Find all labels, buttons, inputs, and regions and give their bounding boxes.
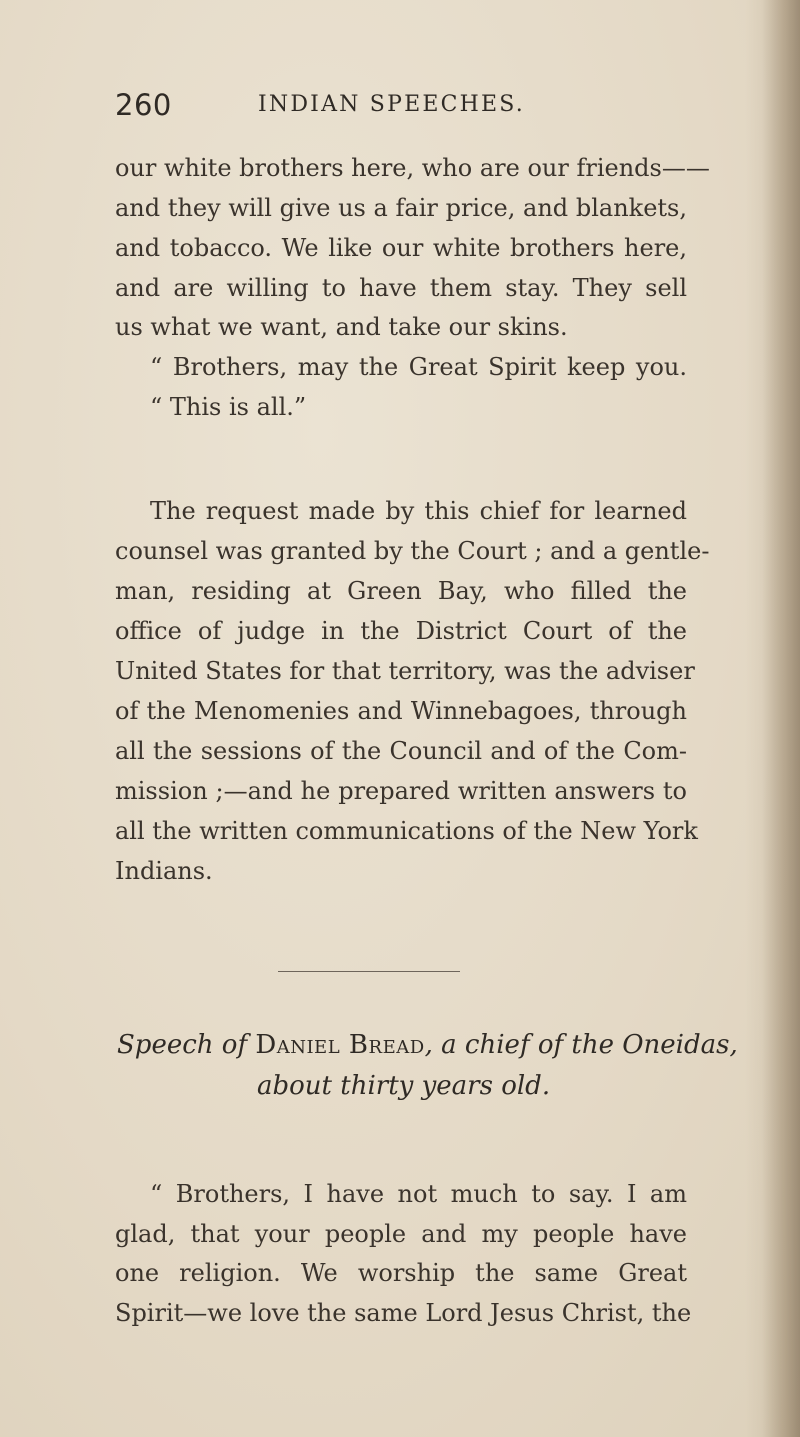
para1-line-1: our white brothers here, who are our friends—— [115, 154, 710, 182]
para2-line-2: counsel was granted by the Court ; and a gentle- [115, 537, 710, 565]
para3-line-2: glad, that your people and my people have [115, 1220, 687, 1248]
page-number: 260 [115, 88, 172, 122]
para2-line-1: The request made by this chief for learned [150, 497, 687, 525]
para2-line-5: United States for that territory, was the adviser [115, 657, 695, 685]
para1-line-2: and they will give us a fair price, and blankets, [115, 194, 687, 222]
para1-line-7: “ This is all.” [150, 393, 307, 421]
page-edge-shadow [762, 0, 800, 1437]
para1-line-5: us what we want, and take our skins. [115, 313, 568, 341]
running-head: INDIAN SPEECHES. [258, 92, 525, 117]
para2-line-7: all the sessions of the Council and of the Com- [115, 737, 687, 765]
para1-line-3: and tobacco. We like our white brothers here, [115, 234, 687, 262]
para2-line-6: of the Menomenies and Winnebagoes, through [115, 697, 687, 725]
speech-heading [0, 1030, 800, 1060]
heading-prefix: Speech of [117, 1030, 256, 1060]
para2-line-8: mission ;—and he prepared written answers to [115, 777, 687, 805]
para2-line-10: Indians. [115, 857, 213, 885]
para3-line-1: “ Brothers, I have not much to say. I am [150, 1180, 687, 1208]
section-divider [278, 971, 460, 972]
para3-line-3: one religion. We worship the same Great [115, 1259, 687, 1287]
speech-heading-line-2: about thirty years old. [257, 1071, 551, 1101]
para2-line-4: office of judge in the District Court of the [115, 617, 687, 645]
para1-line-6: “ Brothers, may the Great Spirit keep you. [150, 353, 687, 381]
page-header [115, 88, 715, 128]
para2-line-3: man, residing at Green Bay, who filled the [115, 577, 687, 605]
heading-suffix: , a chief of the Oneidas, [424, 1030, 738, 1060]
para2-line-9: all the written communications of the New York [115, 817, 698, 845]
para1-line-4: and are willing to have them stay. They sell [115, 274, 687, 302]
speaker-name: Daniel Bread [255, 1030, 425, 1060]
para3-line-4: Spirit—we love the same Lord Jesus Christ, the [115, 1299, 692, 1327]
